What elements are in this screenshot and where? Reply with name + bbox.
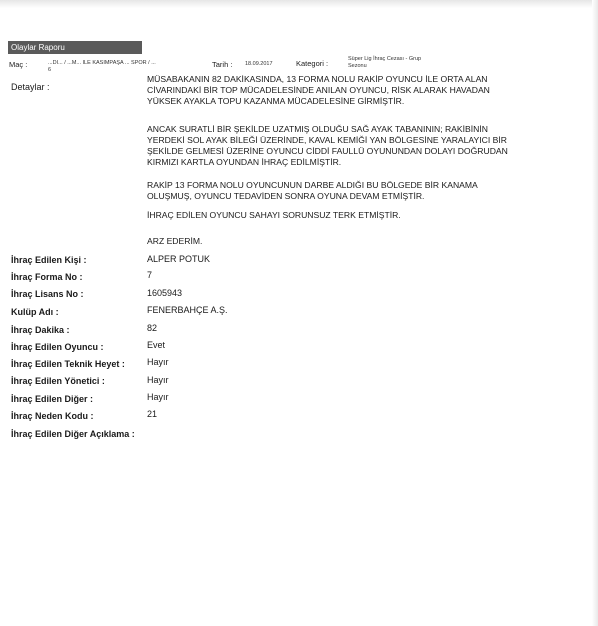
detaylar-label: Detaylar : xyxy=(11,82,50,92)
tarih-value: 18.09.2017 xyxy=(245,61,273,67)
field-value-ihrac-edilen-kisi: ALPER POTUK xyxy=(147,254,211,264)
detaylar-paragraph-5 xyxy=(147,236,547,247)
field-label-ihrac-forma-no: İhraç Forma No : xyxy=(11,272,83,282)
field-label-ihrac-edilen-oyuncu: İhraç Edilen Oyuncu : xyxy=(11,342,104,352)
report-title-badge: Olaylar Raporu xyxy=(8,41,142,54)
field-value-ihrac-dakika: 82 xyxy=(147,323,158,333)
detaylar-paragraph-2 xyxy=(147,124,547,168)
field-value-ihrac-edilen-diger: Hayır xyxy=(147,392,169,402)
field-value-ihrac-edilen-yonetici: Hayır xyxy=(147,375,169,385)
field-label-ihrac-edilen-diger: İhraç Edilen Diğer : xyxy=(11,394,94,404)
kategori-value: Süper Lig İhraç Cezası - Grup xyxy=(348,56,422,62)
field-label-ihrac-neden-kodu: İhraç Neden Kodu : xyxy=(11,411,94,421)
detaylar-line: ANCAK SURATLİ BİR ŞEKİLDE UZATMIŞ OLDUĞU SAĞ AYAK TABANININ; RAKİBİNİN xyxy=(147,124,488,134)
detaylar-line: MÜSABAKANIN 82 DAKİKASINDA, 13 FORMA NOLU RAKİP OYUNCU İLE ORTA ALAN xyxy=(147,74,488,84)
detaylar-paragraph-3 xyxy=(147,180,547,202)
field-value-ihrac-edilen-oyuncu: Evet xyxy=(147,340,166,350)
detaylar-paragraph-1 xyxy=(147,74,547,107)
mac-sub: 6 xyxy=(48,67,52,73)
detaylar-line: YÜKSEK AYAKLA TOPU KAZANMA MÜCADELESİNE GİRMİŞTİR. xyxy=(147,96,405,106)
detaylar-paragraph-4 xyxy=(147,210,547,221)
field-label-ihrac-edilen-teknik-heyet: İhraç Edilen Teknik Heyet : xyxy=(11,359,125,369)
field-label-ihrac-dakika: İhraç Dakika : xyxy=(11,325,70,335)
detaylar-line: RAKİP 13 FORMA NOLU OYUNCUNUN DARBE ALDIĞI BU BÖLGEDE BİR KANAMA xyxy=(147,180,478,190)
kategori-label: Kategori : xyxy=(296,59,329,68)
field-label-ihrac-lisans-no: İhraç Lisans No : xyxy=(11,289,84,299)
field-value-kulup-adi: FENERBAHÇE A.Ş. xyxy=(147,305,228,315)
kategori-sub: Sezonu xyxy=(348,63,367,69)
scan-shadow-top xyxy=(0,0,598,8)
detaylar-line: ŞEKİLDE GELMESİ ÜZERİNE OYUNCU CİDDİ FAULLÜ OYUNUNDAN DOLAYI DOĞRUDAN xyxy=(147,146,508,156)
field-label-ihrac-edilen-diger-aciklama: İhraç Edilen Diğer Açıklama : xyxy=(11,429,135,439)
tarih-label: Tarih : xyxy=(212,60,233,69)
field-label-ihrac-edilen-yonetici: İhraç Edilen Yönetici : xyxy=(11,376,105,386)
field-label-ihrac-edilen-kisi: İhraç Edilen Kişi : xyxy=(11,255,87,265)
field-value-ihrac-neden-kodu: 21 xyxy=(147,409,158,419)
field-value-ihrac-edilen-teknik-heyet: Hayır xyxy=(147,357,169,367)
field-label-kulup-adi: Kulüp Adı : xyxy=(11,307,59,317)
detaylar-line: CİVARINDAKİ BİR TOP MÜCADELESİNDE ANILAN OYUNCU, RİSK ALARAK HAVADAN xyxy=(147,85,490,95)
scan-shadow-right xyxy=(592,0,598,626)
detaylar-line: İHRAÇ EDİLEN OYUNCU SAHAYI SORUNSUZ TERK ETMİŞTİR. xyxy=(147,210,401,220)
detaylar-line: ARZ EDERİM. xyxy=(147,236,203,246)
mac-label: Maç : xyxy=(9,60,28,69)
field-value-ihrac-forma-no: 7 xyxy=(147,270,153,280)
detaylar-line: YERDEKİ SOL AYAK BİLEĞİ ÜZERİNDE, KAVAL KEMİĞİ YAN BÖLGESİNE YARALAYICI BİR xyxy=(147,135,507,145)
mac-value: ...DI... / ...M... ILE KASIMPAŞA ... SPOR / ... xyxy=(48,60,156,66)
detaylar-line: OLUŞMUŞ, OYUNCU TEDAVİDEN SONRA OYUNA DEVAM ETMİŞTİR. xyxy=(147,191,425,201)
field-value-ihrac-lisans-no: 1605943 xyxy=(147,288,183,298)
detaylar-line: KIRMIZI KARTLA OYUNDAN İHRAÇ EDİLMİŞTİR. xyxy=(147,157,342,167)
